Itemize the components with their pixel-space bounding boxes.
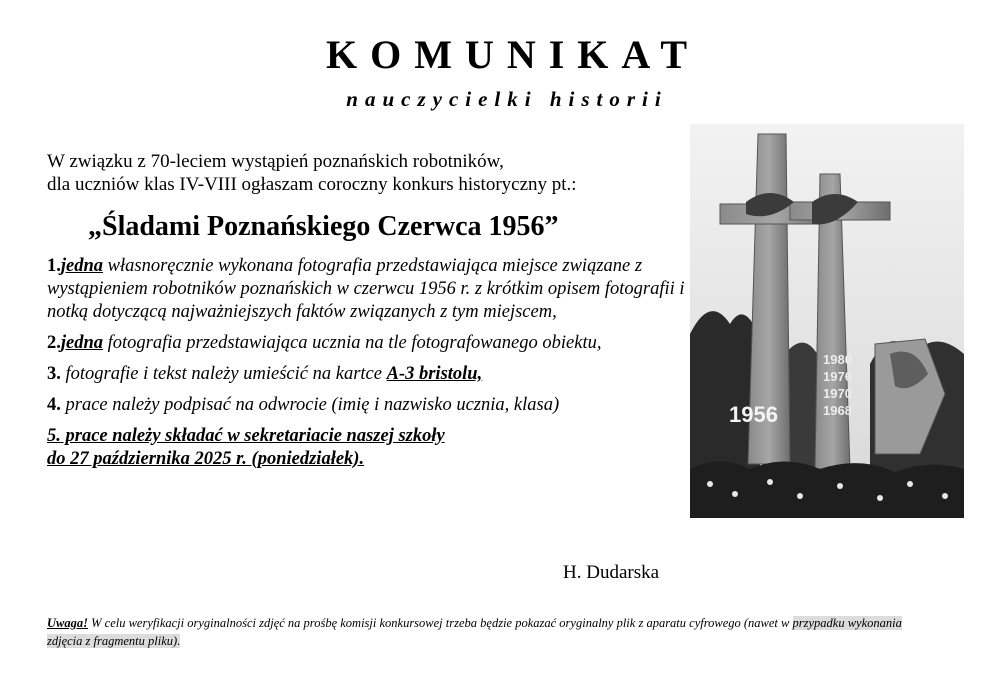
note-label: Uwaga! xyxy=(47,616,88,630)
intro-text xyxy=(47,150,697,196)
rule-5-line-2: do 27 października 2025 r. (poniedziałek). xyxy=(47,449,365,469)
rule-number: 3. xyxy=(47,364,61,384)
signature: H. Dudarska xyxy=(563,562,660,583)
rule-text: własnoręcznie wykonana fotografia przedstawiająca miejsce związane z wystąpieniem robotników poznańskich w czerwcu 1956 r. z krótkim opisem fotografii i notką dotyczącą najważniejszych faktów związanych z tym miejscem, xyxy=(47,256,685,322)
rule-3 xyxy=(47,363,687,386)
rule-number: 4. xyxy=(47,395,61,415)
rules-list xyxy=(47,255,687,479)
rule-text: fotografia przedstawiająca ucznia na tle fotografowanego obiektu, xyxy=(103,333,602,353)
monument-photo xyxy=(690,124,964,518)
contest-title: „Śladami Poznańskiego Czerwca 1956” xyxy=(88,211,559,242)
year-1968-label: 1968 xyxy=(823,403,852,418)
year-1976-label: 1976 xyxy=(823,369,852,384)
note-text-highlighted: przypadku wykonania zdjęcia z fragmentu pliku). xyxy=(47,616,902,648)
rule-4 xyxy=(47,394,687,417)
page-title: KOMUNIKAT xyxy=(325,32,701,77)
rule-text: fotografie i tekst należy umieścić na kartce xyxy=(60,364,387,384)
footnote xyxy=(47,614,937,650)
intro-line-2: dla uczniów klas IV-VIII ogłaszam coroczny konkurs historyczny pt.: xyxy=(47,174,577,195)
rule-1 xyxy=(47,255,687,324)
poznan-crosses-monument-image xyxy=(690,124,964,518)
year-1980-label: 1980 xyxy=(823,352,852,367)
note-text: W celu weryfikacji oryginalności zdjęć na prośbę komisji konkursowej trzeba będzie pokazać oryginalny plik z aparatu cyfrowego (nawet w xyxy=(87,616,793,630)
year-1956-label: 1956 xyxy=(729,402,778,427)
rule-number: 2. xyxy=(47,333,61,353)
page-subtitle: nauczycielki historii xyxy=(346,87,668,111)
rule-number: 1. xyxy=(47,256,61,276)
rule-2 xyxy=(47,332,687,355)
year-1970-label: 1970 xyxy=(823,386,852,401)
rule-highlight: jedna xyxy=(60,256,104,276)
rule-5 xyxy=(47,425,687,471)
rule-text: prace należy podpisać na odwrocie (imię i nazwisko ucznia, klasa) xyxy=(60,395,560,415)
rule-highlight: A-3 bristolu, xyxy=(386,364,483,384)
rule-highlight: jedna xyxy=(60,333,104,353)
rule-5-line-1: 5. prace należy składać w sekretariacie naszej szkoły xyxy=(47,426,445,446)
intro-line-1: W związku z 70-leciem wystąpień poznańskich robotników, xyxy=(47,151,504,172)
